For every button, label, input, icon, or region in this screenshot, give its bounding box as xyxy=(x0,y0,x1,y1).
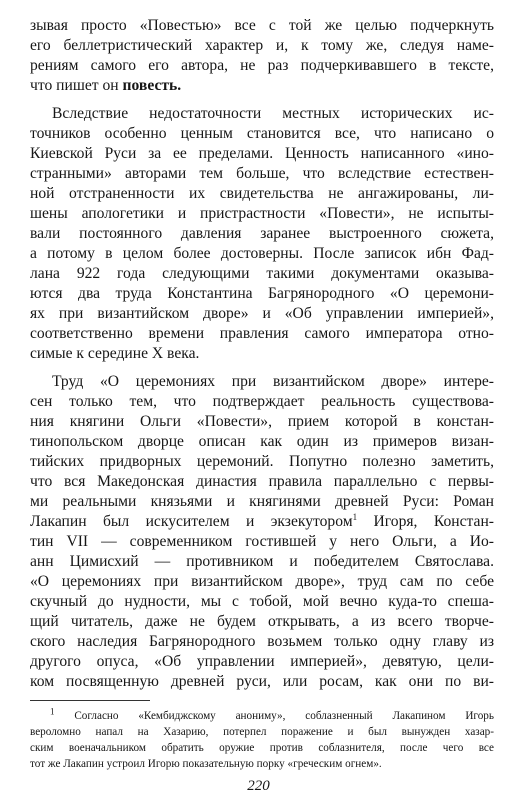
text-line: тин VII — современником гостившей у него Ольги, а Ио- xyxy=(30,533,494,550)
text-line: ях при византийском дворе» и «Об управлении империей», xyxy=(30,305,494,322)
text-line: ния княгини Ольги «Повести», прием которой в констан- xyxy=(30,413,494,430)
text-line: вали постоянного давления заранее выстроенного сюжета, xyxy=(30,225,494,242)
text-line: Киевской Руси за ее пределами. Ценность написанного «ино- xyxy=(30,145,494,162)
text-line: тийских придворных церемоний. Попутно полезно заметить, xyxy=(30,453,494,470)
text-line: ми реальными князьями и княгинями древней Руси: Роман xyxy=(30,493,494,510)
text-fragment: что пишет он xyxy=(30,77,119,94)
text-line: щий читатель, даже не будем открывать, а из всего творче- xyxy=(30,613,494,630)
text-line: рениям самого его автора, не раз подчеркивавшего в тексте, xyxy=(30,57,494,74)
text-line: соответственно времени правления самого императора отно- xyxy=(30,325,494,342)
text-line xyxy=(30,76,494,96)
text-line: анн Цимисхий — противником и победителем Святослава. xyxy=(30,553,494,570)
text-fragment: Лакапин был искусителем и экзекутором xyxy=(30,513,353,530)
text-line: симые к середине X века. xyxy=(30,345,200,362)
bold-word: повесть. xyxy=(122,77,182,94)
text-line: зывая просто «Повестью» все с той же целью подчеркнуть xyxy=(30,17,494,34)
text-line: лана 922 года следующими такими документами оказыва- xyxy=(30,265,494,282)
text-line: тинопольском дворце описан как один из примеров визан- xyxy=(30,433,494,450)
footnote-line: ским военачальником обратить оружие против соблазнителя, после чего все xyxy=(30,742,494,754)
text-line: шены апологетики и пристрастности «Повести», не испыты- xyxy=(30,205,494,222)
text-line: другого опуса, «Об управлении империей», девятую, цели- xyxy=(30,653,494,670)
footnote-divider xyxy=(30,700,150,701)
text-line: а потому в целом более достоверны. После записок ибн Фад- xyxy=(30,245,494,262)
text-line: Вследствие недостаточности местных исторических ис- xyxy=(52,105,494,122)
footnote-line: вероломно напал на Хазарию, потерпел поражение и был вынужден хазар- xyxy=(30,726,494,738)
footnote-line: тот же Лакапин устроил Игорю показательную порку «греческим огнем». xyxy=(30,758,382,770)
footnote-ref: 1 xyxy=(352,511,358,522)
text-line: «О церемониях при византийском дворе», труд сам по себе xyxy=(30,573,494,590)
text-line: ского наследия Багрянородного возьмем только одну главу из xyxy=(30,633,494,650)
text-line: ной отстраненности их свидетельства не ангажированы, ли- xyxy=(30,185,494,202)
footnote-marker: 1 xyxy=(50,706,55,717)
text-line xyxy=(30,512,494,532)
text-line: Труд «О церемониях при византийском дворе» интере- xyxy=(52,373,494,390)
text-line: скучный до нудности, мы с тобой, мой вечно куда-то спеша- xyxy=(30,593,494,610)
text-fragment: Игоря, Констан- xyxy=(373,513,495,530)
text-line: что вся Македонская династия правила параллельно с первы- xyxy=(30,473,494,490)
text-line: сен только тем, что подтверждает реальность существова- xyxy=(30,393,494,410)
text-line: его беллетристический характер и, к тому же, следуя наме- xyxy=(30,37,494,54)
text-line: ком посвященную древней руси, или росам, как они по ви- xyxy=(30,673,494,690)
text-line: точников особенно ценным становится все, что написано о xyxy=(30,125,494,142)
text-line: странными» авторами тем больше, что вследствие естествен- xyxy=(30,165,494,182)
footnote-line xyxy=(50,708,494,724)
text-line: ются два труда Константина Багрянородного «О церемони- xyxy=(30,285,494,302)
page-number: 220 xyxy=(247,778,270,794)
text-fragment: Согласно «Кембиджскому анониму», соблазненный Лакапином Игорь xyxy=(74,710,495,722)
